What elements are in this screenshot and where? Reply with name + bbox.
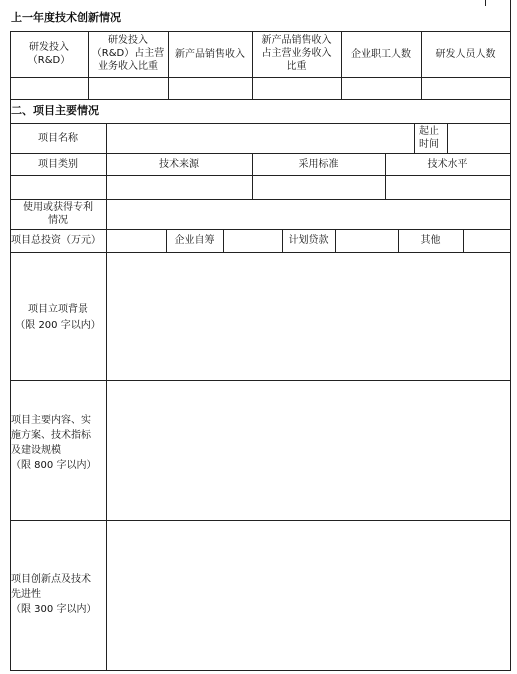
label-background [10,303,106,332]
label-line: （限 200 字以内） [15,320,101,331]
label-line: 及建设规模 [11,445,61,456]
innovation-textarea[interactable] [107,521,510,670]
label-project-category: 项目类别 [38,159,78,170]
new-product-revenue-value-cell[interactable] [169,78,252,99]
label-other: 其他 [420,235,441,246]
label-line: 项目创新点及技术 [11,574,91,585]
label-line: 起止 [419,126,439,137]
header-line: （R&D）占主营 [91,48,165,59]
header-line: 新产品销售收入 [261,35,332,46]
label-project-name: 项目名称 [38,133,78,144]
label-line: （限 300 字以内） [11,604,97,615]
section-title: 上一年度技术创新情况 [11,11,121,24]
header-line: 业务收入比重 [98,61,158,72]
label-patent [10,201,106,227]
header-new-product-ratio [252,34,341,73]
label-main-content [11,414,96,472]
header-rd-ratio [88,34,168,73]
project-category-input[interactable] [11,176,106,199]
header-rd-investment [10,41,88,67]
employees-value-cell[interactable] [342,78,421,99]
period-input[interactable] [448,124,510,153]
label-line: 使用或获得专利 [23,202,93,213]
rd-staff-value-cell[interactable] [422,78,510,99]
tech-level-input[interactable] [386,176,510,199]
rd-ratio-value-cell[interactable] [89,78,168,99]
header-line: （R&D） [27,55,71,66]
main-content-textarea[interactable] [107,381,510,520]
header-line: 研发投入 [29,42,69,53]
new-product-ratio-value-cell[interactable] [253,78,341,99]
label-line: 情况 [48,215,68,226]
tech-source-input[interactable] [107,176,252,199]
label-line: 时间 [419,139,439,150]
header-line: 比重 [286,61,307,72]
label-tech-source: 技术来源 [159,159,199,170]
header-line: 占主营业务收入 [261,48,332,59]
label-line: 施方案、技术指标 [11,430,91,441]
self-funded-input[interactable] [224,230,282,252]
header-new-product-revenue: 新产品销售收入 [175,49,245,60]
label-line: 项目主要内容、实 [11,415,91,426]
rule [485,0,486,6]
label-tech-level: 技术水平 [427,159,468,170]
header-line: 研发投入 [108,35,148,46]
label-line: （限 800 字以内） [11,460,97,471]
label-total-investment: 项目总投资（万元） [11,235,101,246]
label-line: 先进性 [11,589,41,600]
total-investment-input[interactable] [107,230,166,252]
section-title: 二、项目主要情况 [11,104,99,117]
label-standard: 采用标准 [298,159,339,170]
rule [414,123,415,153]
patent-input[interactable] [107,200,510,229]
rule [10,670,510,671]
header-employees: 企业职工人数 [351,49,411,60]
rule [10,153,510,154]
standard-input[interactable] [253,176,385,199]
label-planned-loan: 计划贷款 [288,235,329,246]
header-rd-staff: 研发人员人数 [435,49,496,60]
rule [10,99,510,100]
rule [510,0,511,671]
background-textarea[interactable] [107,253,510,380]
label-self-funded: 企业自筹 [174,235,215,246]
rd-investment-value-cell[interactable] [11,78,88,99]
label-line: 项目立项背景 [28,304,88,315]
other-input[interactable] [464,230,510,252]
label-period [419,125,439,151]
project-name-input[interactable] [107,124,414,153]
rule [10,31,510,32]
label-innovation [11,573,96,616]
planned-loan-input[interactable] [336,230,398,252]
